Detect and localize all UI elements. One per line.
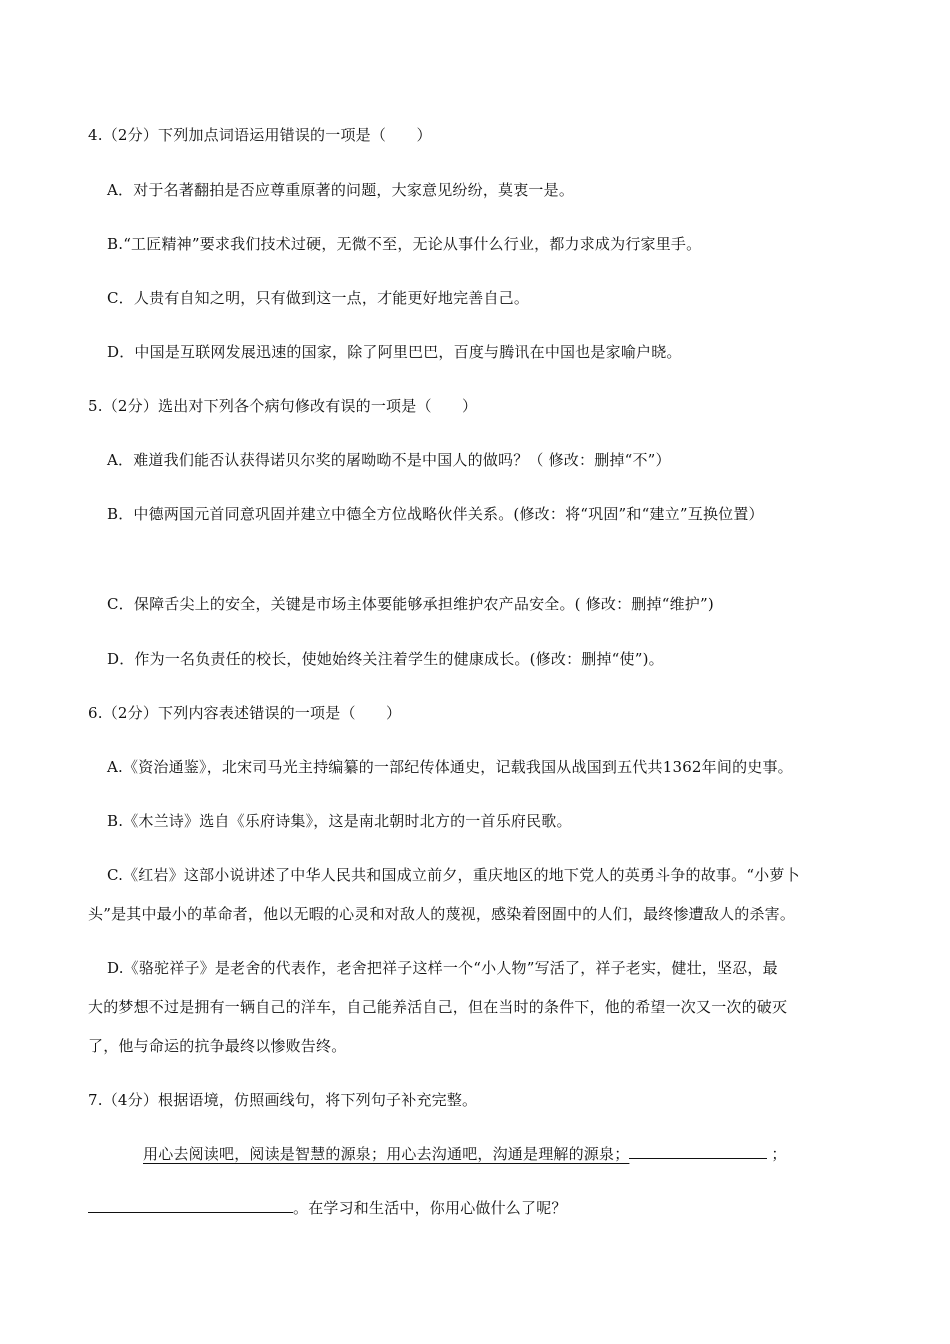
question-4-option-c: C．人贵有自知之明，只有做到这一点，才能更好地完善自己。 [107, 289, 530, 307]
question-6-stem: 6.（2分）下列内容表述错误的一项是（ ） [88, 704, 402, 722]
question-6-option-a: A.《资治通鉴》，北宋司马光主持编纂的一部纪传体通史，记载我国从战国到五代共1362年间的史事。 [107, 758, 793, 776]
question-7-line-2 [88, 1197, 567, 1218]
question-7-stem: 7.（4分）根据语境，仿照画线句，将下列句子补充完整。 [88, 1091, 478, 1109]
question-5-option-b: B．中德两国元首同意巩固并建立中德全方位战略伙伴关系。(修改：将“巩固”和“建立”互换位置） [107, 505, 764, 523]
question-6-option-d-cont-2: 了，他与命运的抗争最终以惨败告终。 [88, 1037, 347, 1055]
answer-blank-1[interactable] [629, 1144, 767, 1159]
question-4-stem: 4.（2分）下列加点词语运用错误的一项是（ ） [88, 126, 432, 144]
question-5-option-d: D．作为一名负责任的校长，使她始终关注着学生的健康成长。(修改：删掉“使”)。 [107, 650, 664, 668]
question-6-option-c-cont: 头”是其中最小的革命者，他以无暇的心灵和对敌人的蔑视，感染着囹圄中的人们，最终惨遭敌人的杀害。 [88, 905, 796, 923]
question-4-option-a: A．对于名著翻拍是否应尊重原著的问题，大家意见纷纷，莫衷一是。 [107, 181, 575, 199]
question-5-option-a: A．难道我们能否认获得诺贝尔奖的屠呦呦不是中国人的做吗？（ 修改：删掉“不”） [107, 451, 671, 469]
question-7-ending: 。在学习和生活中，你用心做什么了呢？ [293, 1199, 567, 1217]
question-5-stem: 5.（2分）选出对下列各个病句修改有误的一项是（ ） [88, 397, 478, 415]
question-6-option-d-cont-1: 大的梦想不过是拥有一辆自己的洋车，自己能养活自己，但在当时的条件下，他的希望一次又一次的破灭 [88, 998, 788, 1016]
question-4-option-b: B.“工匠精神”要求我们技术过硬，无微不至，无论从事什么行业，都力求成为行家里手。 [107, 235, 702, 253]
question-7-sentence [143, 1143, 787, 1164]
answer-blank-2[interactable] [88, 1198, 293, 1213]
semicolon: ； [771, 1145, 787, 1163]
underlined-sentence: 用心去阅读吧，阅读是智慧的源泉；用心去沟通吧，沟通是理解的源泉； [143, 1145, 630, 1163]
question-5-option-c: C．保障舌尖上的安全，关键是市场主体要能够承担维护农产品安全。( 修改：删掉“维护”) [107, 595, 714, 613]
question-6-option-b: B.《木兰诗》选自《乐府诗集》，这是南北朝时北方的一首乐府民歌。 [107, 812, 572, 830]
question-6-option-c: C.《红岩》这部小说讲述了中华人民共和国成立前夕，重庆地区的地下党人的英勇斗争的故事。“小萝卜 [107, 866, 800, 884]
question-4-option-d: D．中国是互联网发展迅速的国家，除了阿里巴巴，百度与腾讯在中国也是家喻户晓。 [107, 343, 682, 361]
question-6-option-d: D.《骆驼祥子》是老舍的代表作，老舍把祥子这样一个“小人物”写活了，祥子老实，健壮，坚忍，最 [107, 959, 778, 977]
